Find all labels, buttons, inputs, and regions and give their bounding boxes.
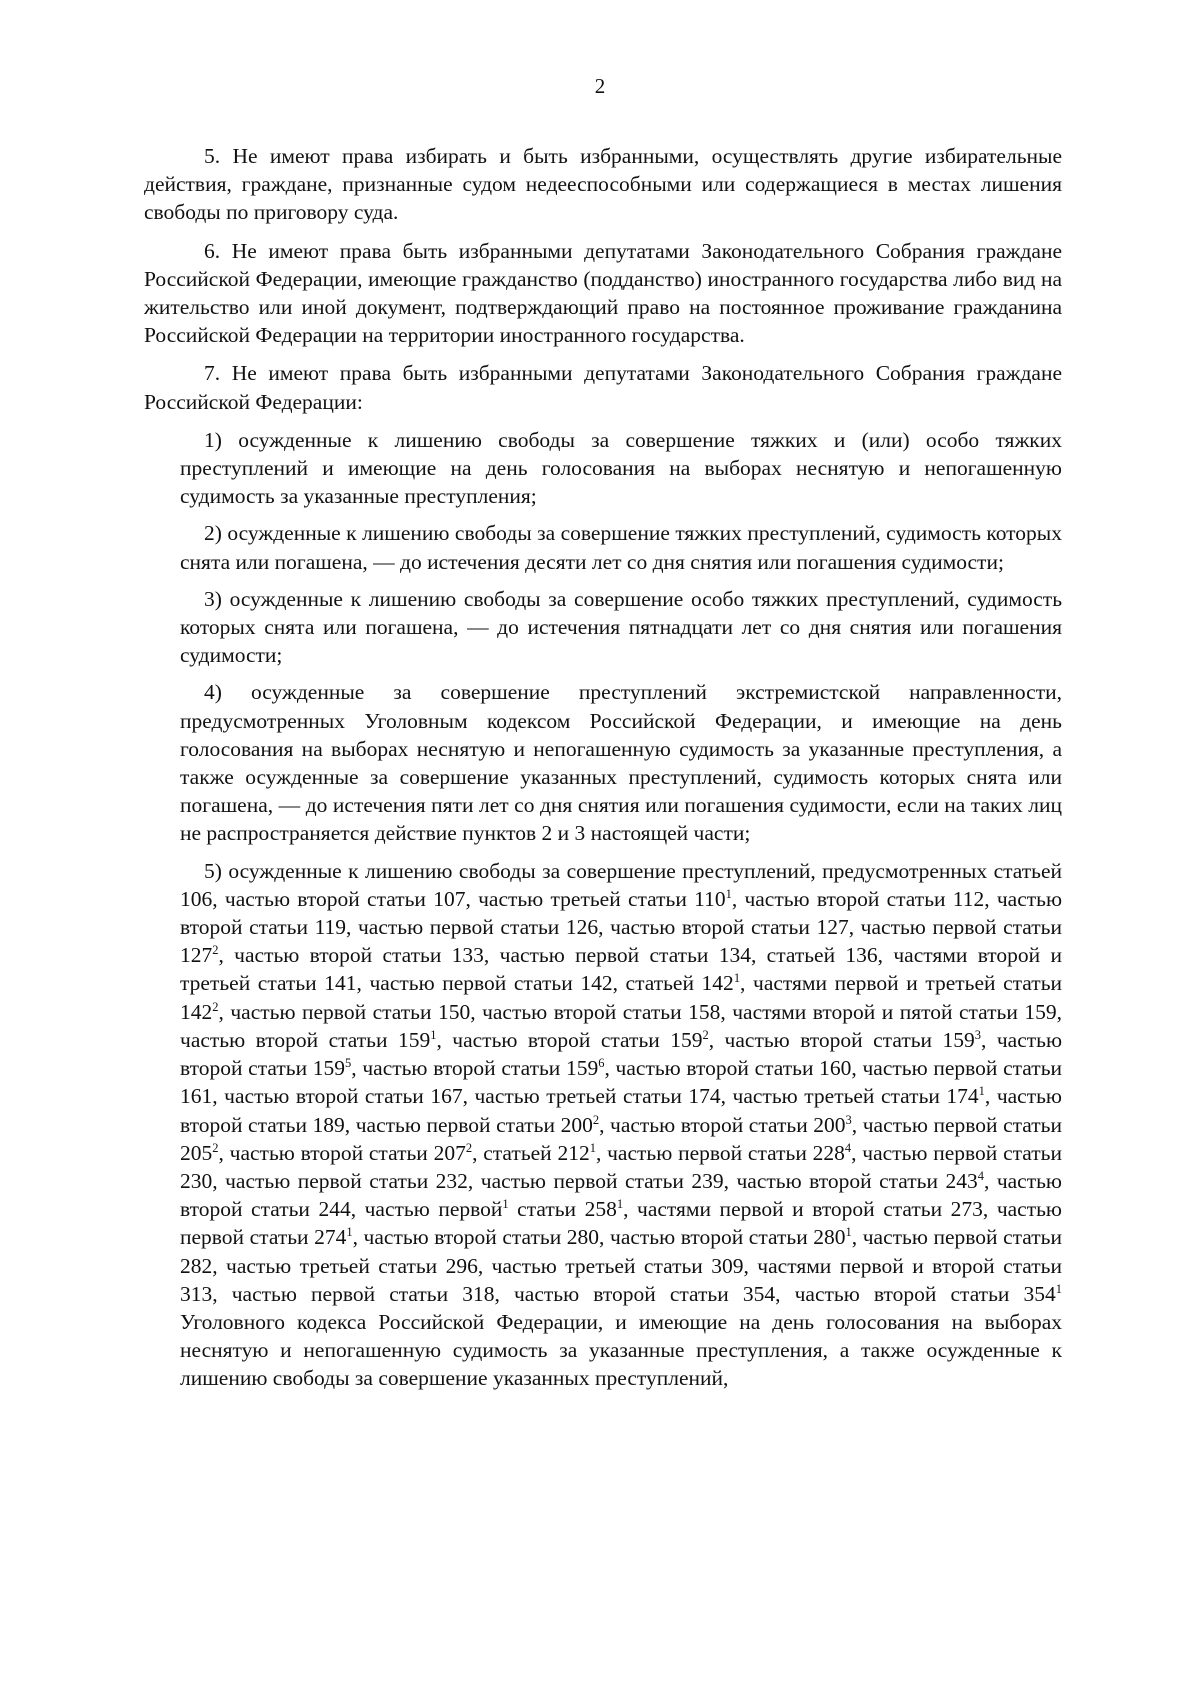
- superscript-index: 6: [598, 1055, 605, 1070]
- subitem-text: осужденные за совершение преступлений экстремистской направленности, предусмотренных Уголовным кодексом Российской Федерации, и имеющие на день голосования на выборах неснятую и непогашенную судимость за указанные преступления, а также осужденные за совершение указанных преступлений, судимость которых снята или погашена, — до истечения пяти лет со дня снятия или погашения судимости, если на таких лиц не распространяется действие пунктов 2 и 3 настоящей части;: [180, 680, 1062, 846]
- superscript-index: 2: [212, 999, 219, 1014]
- superscript-index: 2: [212, 943, 219, 958]
- superscript-index: 5: [345, 1055, 352, 1070]
- subitem-text: осужденные к лишению свободы за совершение особо тяжких преступлений, судимость которых снята или погашена, — до истечения пятнадцати лет со дня снятия или погашения судимости;: [180, 586, 1063, 668]
- paragraph-number: 5.: [204, 144, 221, 168]
- superscript-index: 2: [212, 1140, 219, 1155]
- paragraph-text: Не имеют права быть избранными депутатами Законодательного Собрания граждане Российской Федерации:: [144, 361, 1063, 414]
- paragraph-5: [144, 142, 1062, 227]
- subitem-2: [180, 519, 1062, 575]
- document-body: [144, 142, 1062, 1393]
- paragraph-number: 7.: [204, 361, 221, 386]
- subitem-3: [180, 585, 1062, 670]
- paragraph-number: 6.: [204, 238, 221, 263]
- superscript-index: 1: [502, 1196, 509, 1211]
- subitem-number: 1): [204, 427, 222, 452]
- subitem-number: 3): [204, 586, 222, 611]
- paragraph-text: Не имеют права быть избранными депутатами Законодательного Собрания граждане Российской Федерации, имеющие гражданство (подданство) иностранного государства либо вид на жительство или иной документ, подтверждающий право на постоянное проживание гражданина Российской Федерации на территории иностранного государства.: [144, 238, 1063, 348]
- subitem-number: 5): [204, 858, 222, 883]
- subitem-number: 4): [204, 680, 222, 705]
- paragraph-6: [144, 237, 1062, 350]
- superscript-index: 1: [616, 1196, 624, 1211]
- superscript-index: 1: [733, 971, 741, 986]
- subitem-4: [180, 678, 1062, 847]
- superscript-index: 1: [845, 1225, 852, 1240]
- superscript-index: 1: [589, 1140, 596, 1155]
- subitem-1: [180, 426, 1062, 511]
- paragraph-7: [144, 359, 1062, 415]
- superscript-index: 2: [465, 1140, 473, 1155]
- superscript-index: 3: [974, 1027, 981, 1042]
- subitem-text: осужденные к лишению свободы за совершение тяжких и (или) особо тяжких преступлений и имеющие на день голосования на выборах неснятую и непогашенную судимость за указанные преступления;: [180, 427, 1062, 509]
- subitem-text: осужденные к лишению свободы за совершение тяжких преступлений, судимость которых снята или погашена, — до истечения десяти лет со дня снятия или погашения судимости;: [180, 521, 1062, 574]
- subitem-number: 2): [204, 521, 222, 546]
- subitem-5: [180, 857, 1062, 1393]
- paragraph-text: Не имеют права избирать и быть избранными, осуществлять другие избирательные действия, граждане, признанные судом недееспособными или содержащиеся в местах лишения свободы по приговору суда.: [144, 144, 1062, 225]
- superscript-index: 1: [725, 886, 732, 901]
- superscript-index: 4: [977, 1168, 984, 1183]
- superscript-index: 1: [978, 1084, 985, 1099]
- superscript-index: 3: [845, 1112, 852, 1127]
- superscript-index: 2: [702, 1027, 709, 1042]
- superscript-index: 1: [346, 1225, 353, 1240]
- page-number: 2: [594, 74, 606, 98]
- superscript-index: 4: [844, 1140, 852, 1155]
- superscript-index: 1: [430, 1027, 437, 1042]
- superscript-index: 2: [592, 1112, 600, 1127]
- superscript-index: 1: [1055, 1281, 1062, 1296]
- subitem-text: осужденные к лишению свободы за совершение преступлений, предусмотренных статьей 106, частью второй статьи 107, частью третьей статьи $110^1$, частью второй статьи 112, частью второй статьи 119, частью первой статьи 126, частью второй статьи 127, частью первой статьи $127^2$, частью второй статьи 133, частью первой статьи 134, статьей 136, частями второй и третьей статьи 141, частью первой статьи 142, статьей $142^1$, частями первой и третьей статьи $142^2$, частью первой статьи 150, частью второй статьи 158, частями второй и пятой статьи 159, частью второй статьи $159^1$, частью второй статьи $159^2$, частью второй статьи $159^3$, частью второй статьи $159^5$, частью второй статьи $159^6$, частью второй статьи 160, частью первой статьи 161, частью второй статьи 167, частью третьей статьи 174, частью третьей статьи $174^1$, частью второй статьи 189, частью первой статьи $200^2$, частью второй статьи $200^3$, частью первой статьи $205^2$, частью второй статьи $207^2$, статьей $212^1$, частью первой статьи $228^4$, частью первой статьи 230, частью первой статьи 232, частью первой статьи 239, частью второй статьи $243^4$, частью второй статьи 244, частью первой$^1$ статьи $258^1$, частями первой и второй статьи 273, частью первой статьи $274^1$, частью второй статьи 280, частью второй статьи $280^1$, частью первой статьи 282, частью третьей статьи 296, частью третьей статьи 309, частями первой и второй статьи 313, частью первой статьи 318, частью второй статьи 354, частью второй статьи $354^1$ Уголовного кодекса Российской Федерации, и имеющие на день голосования на выборах неснятую и непогашенную судимость за указанные преступления, а также осужденные к лишению свободы за совершение указанных преступлений,: [180, 858, 1063, 1391]
